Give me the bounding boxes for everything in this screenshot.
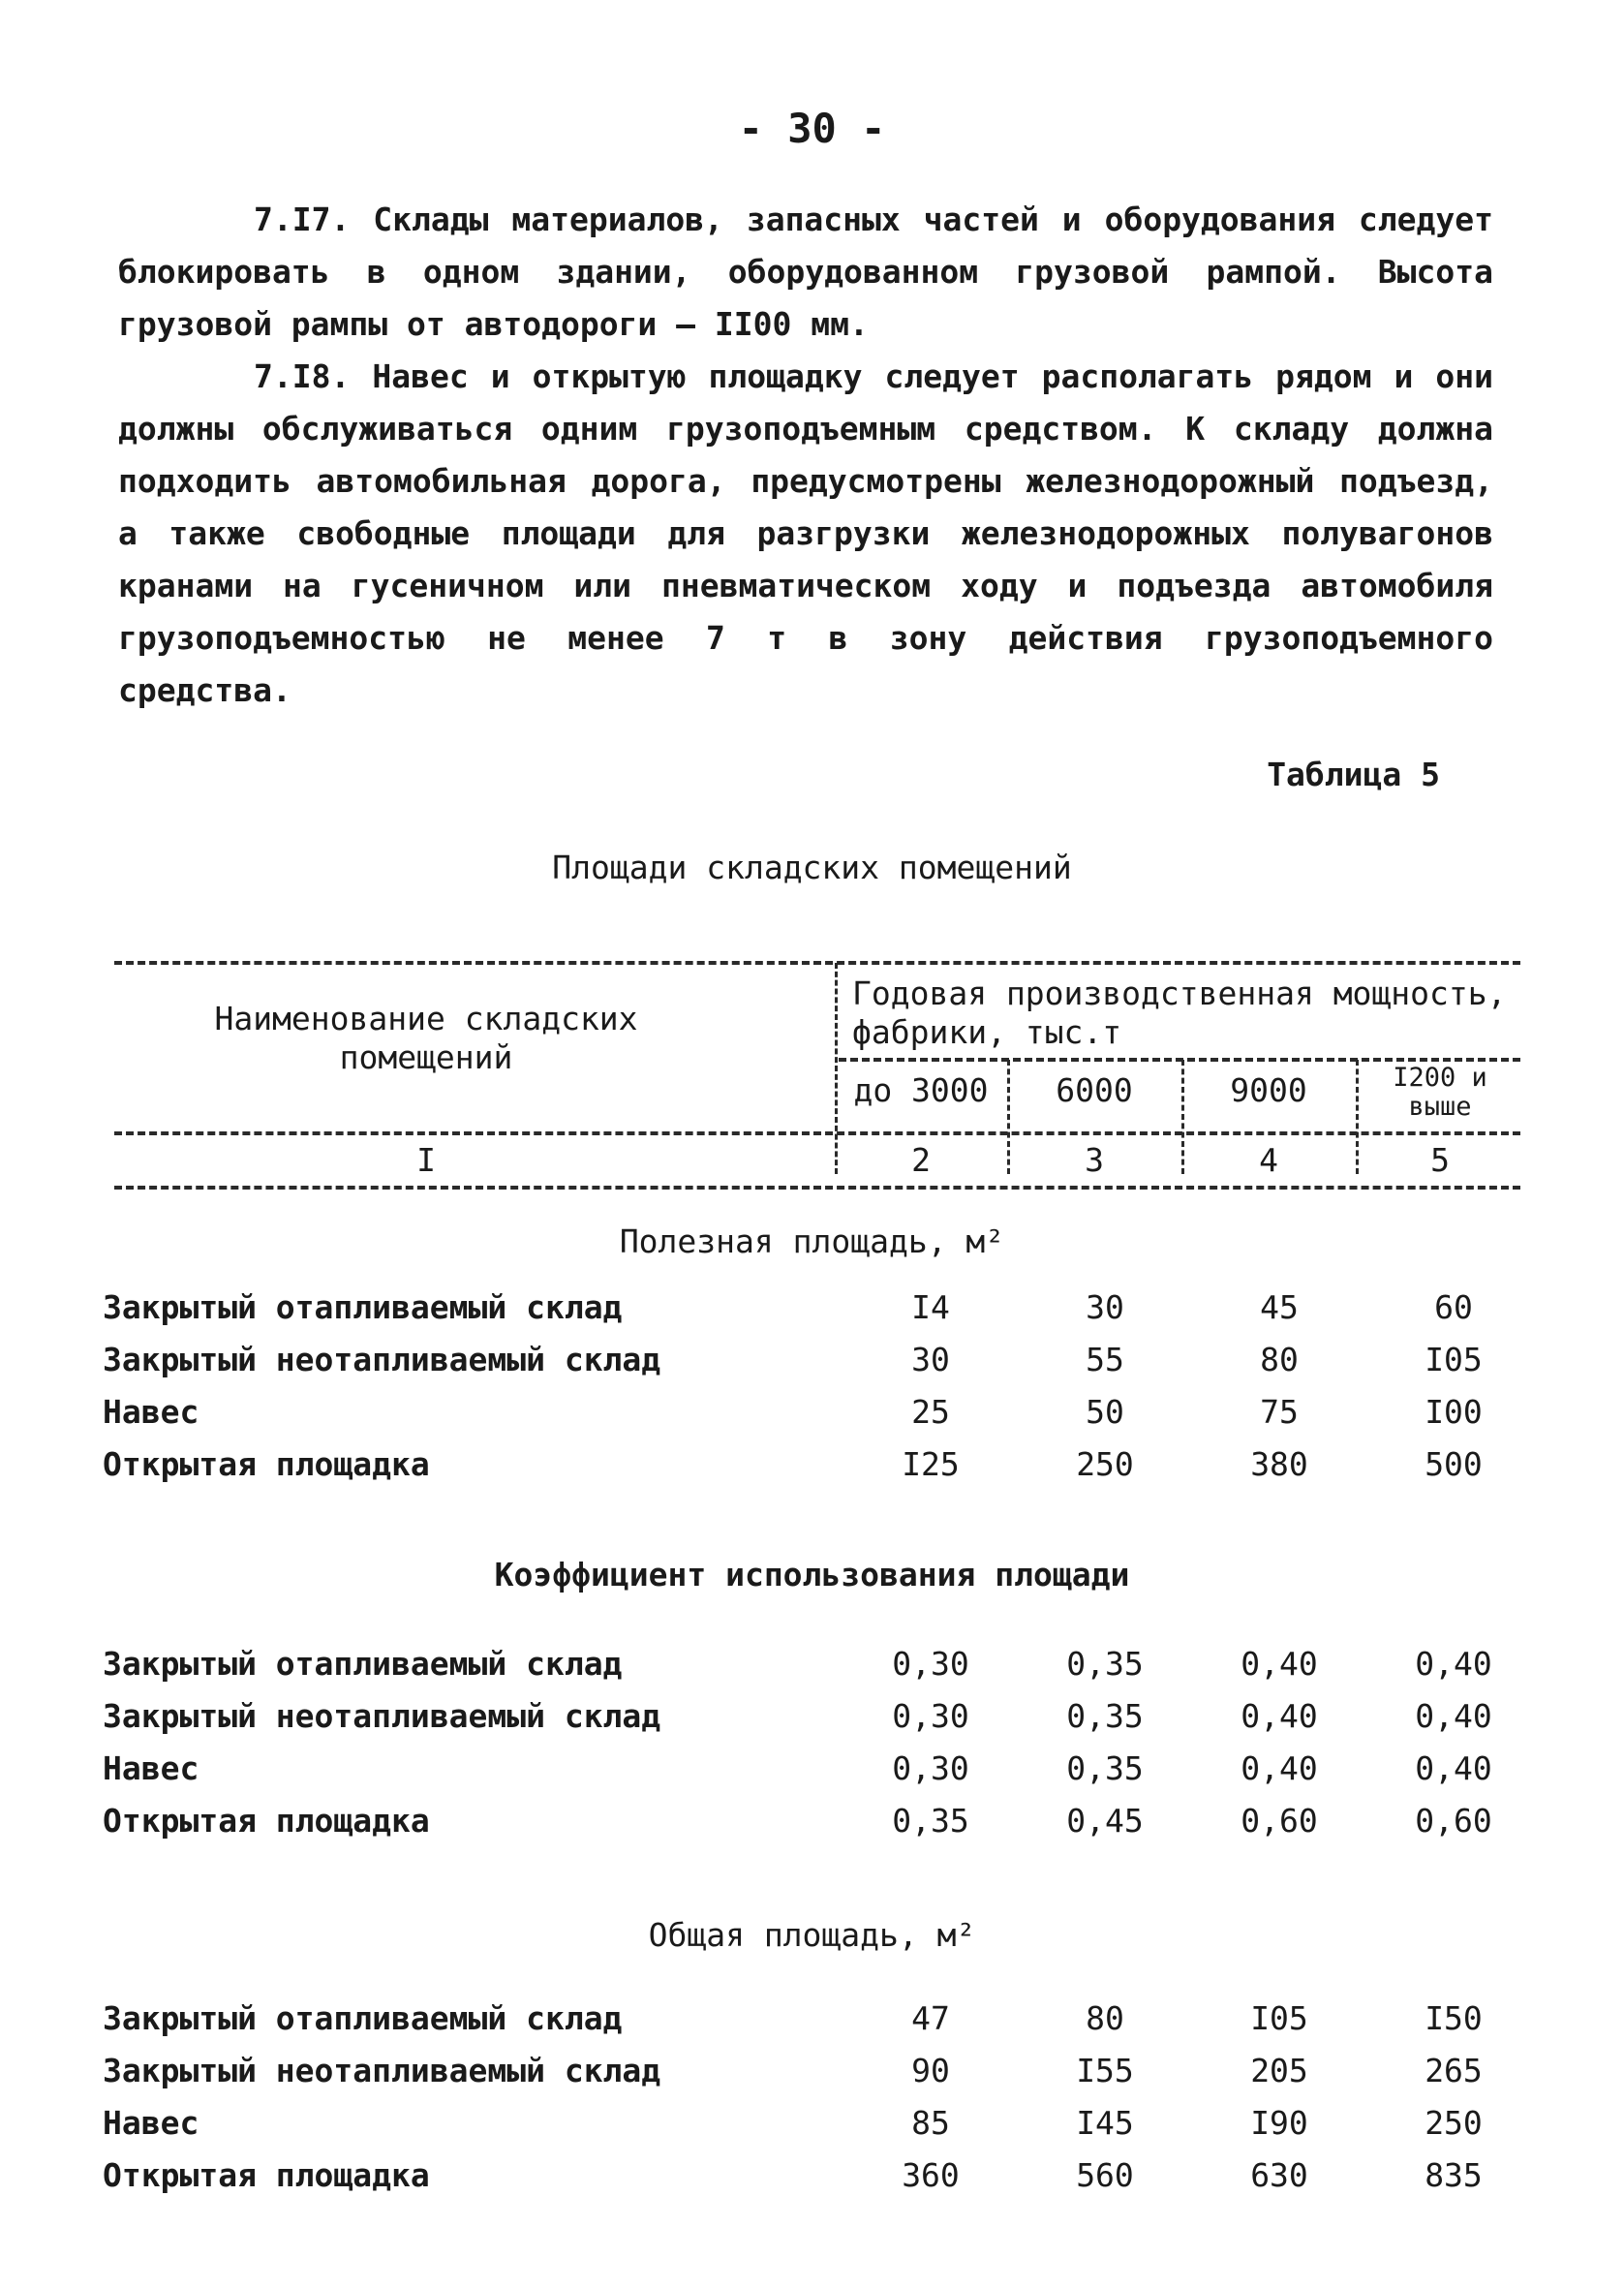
table-row	[103, 1749, 1507, 1802]
table-label: Таблица 5	[1267, 756, 1440, 793]
cell-value: 0,45	[1066, 1802, 1144, 1840]
cell-value: 30	[911, 1341, 950, 1378]
cell-value: 85	[911, 2104, 950, 2142]
table-row	[103, 1697, 1507, 1749]
cell-value: 500	[1425, 1445, 1483, 1483]
cell-value: 630	[1250, 2156, 1308, 2194]
cell-value: 25	[911, 1393, 950, 1431]
cell-value: 250	[1425, 2104, 1483, 2142]
table-row	[103, 1445, 1507, 1498]
table-row	[103, 2052, 1507, 2104]
cell-value: 0,40	[1415, 1645, 1492, 1683]
col-number: I	[416, 1141, 436, 1179]
header-col-1: до 3000	[853, 1071, 989, 1109]
cell-value: 560	[1076, 2156, 1134, 2194]
cell-value: I4	[911, 1288, 950, 1326]
cell-value: 90	[911, 2052, 950, 2089]
paragraph-7-18	[118, 351, 1493, 717]
table-row	[103, 1802, 1507, 1854]
header-col-4: I200 и выше	[1393, 1063, 1487, 1122]
row-label: Открытая площадка	[103, 1802, 430, 1840]
header-name-column: Наименование складских помещений	[214, 1000, 638, 1076]
cell-value: 0,30	[892, 1749, 969, 1787]
row-label: Закрытый неотапливаемый склад	[103, 1341, 661, 1378]
header-divider	[1181, 1060, 1184, 1174]
section-title: Полезная площадь, м²	[619, 1222, 1005, 1260]
cell-value: 55	[1086, 1341, 1124, 1378]
header-sub-rule	[839, 1058, 1520, 1062]
cell-value: 60	[1434, 1288, 1473, 1326]
page-number: - 30 -	[738, 105, 886, 152]
col-number: 3	[1085, 1141, 1104, 1179]
cell-value: 30	[1086, 1288, 1124, 1326]
cell-value: 0,40	[1415, 1749, 1492, 1787]
cell-value: 47	[911, 1999, 950, 2037]
table-row	[103, 1341, 1507, 1393]
row-label: Навес	[103, 1393, 199, 1431]
cell-value: 0,60	[1415, 1802, 1492, 1840]
row-label: Закрытый неотапливаемый склад	[103, 2052, 661, 2089]
paragraph-text: 7.I7. Склады материалов, запасных частей и оборудования следует блокировать в одном здании, оборудованном грузовой рампой. Высота грузовой рампы от автодороги – II00 мм.	[118, 201, 1493, 343]
cell-value: I25	[902, 1445, 960, 1483]
header-divider	[1007, 1060, 1010, 1174]
table-row	[103, 1645, 1507, 1697]
cell-value: 0,40	[1241, 1697, 1318, 1735]
row-label: Закрытый отапливаемый склад	[103, 1288, 623, 1326]
cell-value: 45	[1260, 1288, 1299, 1326]
col-number: 2	[911, 1141, 931, 1179]
header-group-column: Годовая производственная мощность, фабрики, тыс.т	[852, 974, 1507, 1051]
cell-value: 835	[1425, 2156, 1483, 2194]
row-label: Открытая площадка	[103, 1445, 430, 1483]
row-label: Закрытый отапливаемый склад	[103, 1999, 623, 2037]
table-row	[103, 1999, 1507, 2052]
row-label: Навес	[103, 1749, 199, 1787]
cell-value: 80	[1086, 1999, 1124, 2037]
table-row	[103, 2156, 1507, 2209]
cell-value: 0,60	[1241, 1802, 1318, 1840]
header-mid-rule	[114, 1131, 1520, 1135]
cell-value: 0,30	[892, 1697, 969, 1735]
col-number: 5	[1430, 1141, 1450, 1179]
header-divider	[835, 963, 838, 1174]
cell-value: 0,35	[892, 1802, 969, 1840]
table-row	[103, 1393, 1507, 1445]
table-title: Площади складских помещений	[552, 849, 1072, 886]
cell-value: 0,30	[892, 1645, 969, 1683]
header-bottom-rule	[114, 1186, 1520, 1190]
cell-value: 80	[1260, 1341, 1299, 1378]
col-number: 4	[1259, 1141, 1278, 1179]
cell-value: I45	[1076, 2104, 1134, 2142]
paragraph-text: 7.I8. Навес и открытую площадку следует располагать рядом и они должны обслуживаться одним грузоподъемным средством. К складу должна подходить автомобильная дорога, предусмотрены железнодорожный подъезд, а также свободные площади для разгрузки железнодорожных полувагонов кранами на гусеничном или пневматическом ходу и подъезда автомобиля грузоподъемностью не менее 7 т в зону действия грузоподъемного средства.	[118, 357, 1493, 709]
cell-value: 50	[1086, 1393, 1124, 1431]
cell-value: 0,35	[1066, 1749, 1144, 1787]
cell-value: 0,40	[1241, 1645, 1318, 1683]
row-label: Навес	[103, 2104, 199, 2142]
cell-value: 75	[1260, 1393, 1299, 1431]
section-title: Общая площадь, м²	[648, 1916, 976, 1954]
table-row	[103, 2104, 1507, 2156]
header-col-2: 6000	[1056, 1071, 1133, 1109]
cell-value: 0,40	[1241, 1749, 1318, 1787]
cell-value: 250	[1076, 1445, 1134, 1483]
table-row	[103, 1288, 1507, 1341]
cell-value: I05	[1250, 1999, 1308, 2037]
cell-value: 0,40	[1415, 1697, 1492, 1735]
cell-value: 380	[1250, 1445, 1308, 1483]
cell-value: I00	[1425, 1393, 1483, 1431]
row-label: Открытая площадка	[103, 2156, 430, 2194]
cell-value: 0,35	[1066, 1697, 1144, 1735]
cell-value: 265	[1425, 2052, 1483, 2089]
header-col-3: 9000	[1230, 1071, 1307, 1109]
cell-value: I05	[1425, 1341, 1483, 1378]
header-top-rule	[114, 961, 1520, 965]
cell-value: 205	[1250, 2052, 1308, 2089]
paragraph-7-17	[118, 194, 1493, 351]
cell-value: I50	[1425, 1999, 1483, 2037]
row-label: Закрытый неотапливаемый склад	[103, 1697, 661, 1735]
section-title: Коэффициент использования площади	[494, 1556, 1130, 1593]
cell-value: I55	[1076, 2052, 1134, 2089]
header-divider	[1356, 1060, 1359, 1174]
row-label: Закрытый отапливаемый склад	[103, 1645, 623, 1683]
cell-value: I90	[1250, 2104, 1308, 2142]
cell-value: 0,35	[1066, 1645, 1144, 1683]
cell-value: 360	[902, 2156, 960, 2194]
